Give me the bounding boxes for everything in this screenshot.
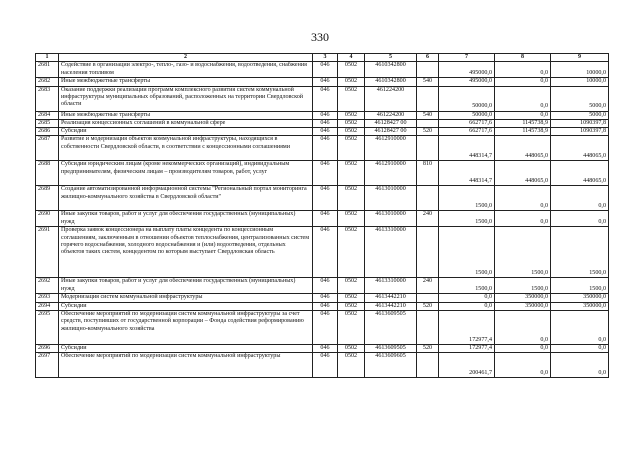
row-description-cell: Содействие в организации электро-, тепло-, газо- и водоснабжения, водоотведения, снабжения населения топливом: [59, 62, 313, 78]
amount-year2-cell: 0,0: [495, 86, 551, 111]
table-row: [36, 353, 609, 378]
table-row: [36, 227, 609, 278]
expense-type-cell: [417, 119, 439, 127]
row-description-cell: Субсидии юридическим лицам (кроме некоммерческих организаций), индивидуальным предпринимателям, физическим лицам – производителям товаров, работ, услуг: [59, 161, 313, 186]
column-header: 5: [365, 54, 417, 62]
target-article-cell: 4610342800: [365, 78, 417, 86]
target-article-cell: 461224200: [365, 111, 417, 119]
ministry-code-cell: 046: [313, 211, 338, 227]
amount-year3-cell: 0,0: [551, 186, 609, 211]
column-header: 3: [313, 54, 338, 62]
target-article-cell: 4612910000: [365, 161, 417, 186]
row-number-cell: 2690: [36, 211, 59, 227]
expense-type-cell: 540: [417, 111, 439, 119]
row-number-cell: 2689: [36, 186, 59, 211]
table-row: [36, 78, 609, 86]
row-number-cell: 2685: [36, 119, 59, 127]
target-article-cell: 4613442210: [365, 294, 417, 302]
row-description-cell: Обеспечение мероприятий по модернизации систем коммунальной инфраструктуры за счет средств, поступивших от государственной корпорации – Фонда содействия реформированию жилищно-коммунального хозяйства: [59, 311, 313, 345]
row-number-cell: 2693: [36, 294, 59, 302]
amount-year3-cell: 5000,0: [551, 111, 609, 119]
table-row: [36, 86, 609, 111]
amount-year2-cell: 1500,0: [495, 278, 551, 294]
table-row: [36, 161, 609, 186]
amount-year3-cell: 0,0: [551, 211, 609, 227]
target-article-cell: 4613010000: [365, 186, 417, 211]
amount-year2-cell: 0,0: [495, 62, 551, 78]
amount-year1-cell: 172977,4: [439, 311, 495, 345]
ministry-code-cell: 046: [313, 78, 338, 86]
column-header: 4: [338, 54, 365, 62]
row-number-cell: 2696: [36, 345, 59, 353]
amount-year1-cell: 0,0: [439, 302, 495, 310]
target-article-cell: 4612910000: [365, 136, 417, 161]
amount-year3-cell: 10000,0: [551, 62, 609, 78]
row-description-cell: Субсидии: [59, 345, 313, 353]
amount-year2-cell: 1145738,9: [495, 119, 551, 127]
section-code-cell: 0502: [338, 278, 365, 294]
amount-year2-cell: 0,0: [495, 78, 551, 86]
section-code-cell: 0502: [338, 111, 365, 119]
row-number-cell: 2684: [36, 111, 59, 119]
expense-type-cell: [417, 353, 439, 378]
section-code-cell: 0502: [338, 119, 365, 127]
target-article-cell: 4610342800: [365, 62, 417, 78]
expense-type-cell: [417, 86, 439, 111]
amount-year1-cell: 1500,0: [439, 278, 495, 294]
budget-table: [35, 53, 609, 378]
amount-year2-cell: 448065,0: [495, 136, 551, 161]
table-row: [36, 294, 609, 302]
target-article-cell: 4613310000: [365, 278, 417, 294]
page-number: 330: [311, 30, 329, 44]
ministry-code-cell: 046: [313, 161, 338, 186]
ministry-code-cell: 046: [313, 345, 338, 353]
expense-type-cell: [417, 227, 439, 278]
target-article-cell: 461224200: [365, 86, 417, 111]
table-row: [36, 111, 609, 119]
expense-type-cell: [417, 62, 439, 78]
row-number-cell: 2682: [36, 78, 59, 86]
column-header: 1: [36, 54, 59, 62]
amount-year1-cell: 1500,0: [439, 211, 495, 227]
table-header-row: [36, 54, 609, 62]
table-row: [36, 62, 609, 78]
column-header: 7: [439, 54, 495, 62]
amount-year2-cell: 0,0: [495, 211, 551, 227]
expense-type-cell: [417, 186, 439, 211]
amount-year3-cell: 0,0: [551, 353, 609, 378]
ministry-code-cell: 046: [313, 128, 338, 136]
section-code-cell: 0502: [338, 353, 365, 378]
section-code-cell: 0502: [338, 78, 365, 86]
amount-year2-cell: 350000,0: [495, 294, 551, 302]
section-code-cell: 0502: [338, 311, 365, 345]
amount-year1-cell: 1500,0: [439, 186, 495, 211]
amount-year2-cell: 0,0: [495, 345, 551, 353]
row-number-cell: 2683: [36, 86, 59, 111]
amount-year2-cell: 0,0: [495, 186, 551, 211]
amount-year2-cell: 0,0: [495, 111, 551, 119]
target-article-cell: 46128427 00: [365, 128, 417, 136]
amount-year2-cell: 350000,0: [495, 302, 551, 310]
column-header: 8: [495, 54, 551, 62]
expense-type-cell: 520: [417, 128, 439, 136]
amount-year3-cell: 1500,0: [551, 227, 609, 278]
row-description-cell: Иные межбюджетные трансферты: [59, 111, 313, 119]
row-description-cell: Иные закупки товаров, работ и услуг для обеспечения государственных (муниципальных) нужд: [59, 211, 313, 227]
amount-year3-cell: 350000,0: [551, 302, 609, 310]
amount-year2-cell: 0,0: [495, 353, 551, 378]
amount-year1-cell: 495000,0: [439, 78, 495, 86]
amount-year1-cell: 0,0: [439, 294, 495, 302]
expense-type-cell: 810: [417, 161, 439, 186]
table-row: [36, 211, 609, 227]
amount-year2-cell: 0,0: [495, 311, 551, 345]
amount-year1-cell: 448314,7: [439, 161, 495, 186]
row-number-cell: 2695: [36, 311, 59, 345]
amount-year2-cell: 1145738,9: [495, 128, 551, 136]
amount-year1-cell: 50000,0: [439, 111, 495, 119]
amount-year3-cell: 1500,0: [551, 278, 609, 294]
row-description-cell: Иные закупки товаров, работ и услуг для обеспечения государственных (муниципальных) нужд: [59, 278, 313, 294]
row-description-cell: Иные межбюджетные трансферты: [59, 78, 313, 86]
amount-year2-cell: 1500,0: [495, 227, 551, 278]
expense-type-cell: 240: [417, 278, 439, 294]
section-code-cell: 0502: [338, 345, 365, 353]
row-description-cell: Оказание поддержки реализации программ комплексного развития систем коммунальной инфраструктуры муниципальных образований, расположенных на территории Свердловской области: [59, 86, 313, 111]
ministry-code-cell: 046: [313, 278, 338, 294]
ministry-code-cell: 046: [313, 302, 338, 310]
target-article-cell: 4613010000: [365, 211, 417, 227]
ministry-code-cell: 046: [313, 353, 338, 378]
expense-type-cell: 520: [417, 345, 439, 353]
target-article-cell: 4613310000: [365, 227, 417, 278]
ministry-code-cell: 046: [313, 86, 338, 111]
row-description-cell: Субсидии: [59, 302, 313, 310]
ministry-code-cell: 046: [313, 136, 338, 161]
ministry-code-cell: 046: [313, 111, 338, 119]
row-number-cell: 2687: [36, 136, 59, 161]
section-code-cell: 0502: [338, 128, 365, 136]
section-code-cell: 0502: [338, 227, 365, 278]
amount-year1-cell: 50000,0: [439, 86, 495, 111]
section-code-cell: 0502: [338, 86, 365, 111]
target-article-cell: 4613609605: [365, 353, 417, 378]
amount-year3-cell: 10000,0: [551, 78, 609, 86]
amount-year3-cell: 448065,0: [551, 161, 609, 186]
column-header: 9: [551, 54, 609, 62]
amount-year3-cell: 448065,0: [551, 136, 609, 161]
row-description-cell: Обеспечение мероприятий по модернизации систем коммунальной инфраструктуры: [59, 353, 313, 378]
target-article-cell: 4613609505: [365, 345, 417, 353]
ministry-code-cell: 046: [313, 294, 338, 302]
column-header: 2: [59, 54, 313, 62]
row-number-cell: 2697: [36, 353, 59, 378]
table-row: [36, 119, 609, 127]
section-code-cell: 0502: [338, 294, 365, 302]
row-description-cell: Создание автоматизированной информационной системы "Региональный портал мониторинга жилищно-коммунального хозяйства в Свердловской области": [59, 186, 313, 211]
table-row: [36, 302, 609, 310]
amount-year1-cell: 495000,0: [439, 62, 495, 78]
amount-year1-cell: 1500,0: [439, 227, 495, 278]
ministry-code-cell: 046: [313, 119, 338, 127]
ministry-code-cell: 046: [313, 311, 338, 345]
row-description-cell: Субсидии: [59, 128, 313, 136]
amount-year2-cell: 448065,0: [495, 161, 551, 186]
row-description-cell: Развитие и модернизация объектов коммунальной инфраструктуры, находящихся в собственности Свердловской области, в соответствии с концессионными соглашениями: [59, 136, 313, 161]
row-number-cell: 2686: [36, 128, 59, 136]
expense-type-cell: 520: [417, 302, 439, 310]
ministry-code-cell: 046: [313, 227, 338, 278]
expense-type-cell: [417, 136, 439, 161]
row-number-cell: 2691: [36, 227, 59, 278]
section-code-cell: 0502: [338, 211, 365, 227]
expense-type-cell: [417, 294, 439, 302]
amount-year3-cell: 0,0: [551, 311, 609, 345]
table-row: [36, 128, 609, 136]
table-row: [36, 186, 609, 211]
amount-year3-cell: 5000,0: [551, 86, 609, 111]
ministry-code-cell: 046: [313, 186, 338, 211]
expense-type-cell: 240: [417, 211, 439, 227]
expense-type-cell: [417, 311, 439, 345]
amount-year1-cell: 662717,6: [439, 119, 495, 127]
amount-year1-cell: 172977,4: [439, 345, 495, 353]
amount-year1-cell: 448314,7: [439, 136, 495, 161]
column-header: 6: [417, 54, 439, 62]
row-number-cell: 2694: [36, 302, 59, 310]
section-code-cell: 0502: [338, 186, 365, 211]
row-number-cell: 2688: [36, 161, 59, 186]
table-row: [36, 136, 609, 161]
amount-year3-cell: 0,0: [551, 345, 609, 353]
amount-year3-cell: 1090397,8: [551, 128, 609, 136]
section-code-cell: 0502: [338, 302, 365, 310]
section-code-cell: 0502: [338, 161, 365, 186]
row-description-cell: Модернизация систем коммунальной инфраструктуры: [59, 294, 313, 302]
row-description-cell: Реализация концессионных соглашений в коммунальной сфере: [59, 119, 313, 127]
target-article-cell: 4613609505: [365, 311, 417, 345]
amount-year1-cell: 662717,6: [439, 128, 495, 136]
expense-type-cell: 540: [417, 78, 439, 86]
table-row: [36, 278, 609, 294]
target-article-cell: 4613442210: [365, 302, 417, 310]
ministry-code-cell: 046: [313, 62, 338, 78]
amount-year3-cell: 350000,0: [551, 294, 609, 302]
row-number-cell: 2692: [36, 278, 59, 294]
row-number-cell: 2681: [36, 62, 59, 78]
amount-year3-cell: 1090397,8: [551, 119, 609, 127]
table-row: [36, 345, 609, 353]
table-row: [36, 311, 609, 345]
amount-year1-cell: 200461,7: [439, 353, 495, 378]
section-code-cell: 0502: [338, 62, 365, 78]
target-article-cell: 46128427 00: [365, 119, 417, 127]
row-description-cell: Проверка заявок концессионера на выплату платы концедента по концессионным соглашениям, заключенным в отношении объектов теплоснабжения, централизованных систем горячего водоснабжения, холодного водоснабжения и (или) водоотведения, отдельных объектов таких систем, концедентом по которым выступает Свердловская область: [59, 227, 313, 278]
section-code-cell: 0502: [338, 136, 365, 161]
